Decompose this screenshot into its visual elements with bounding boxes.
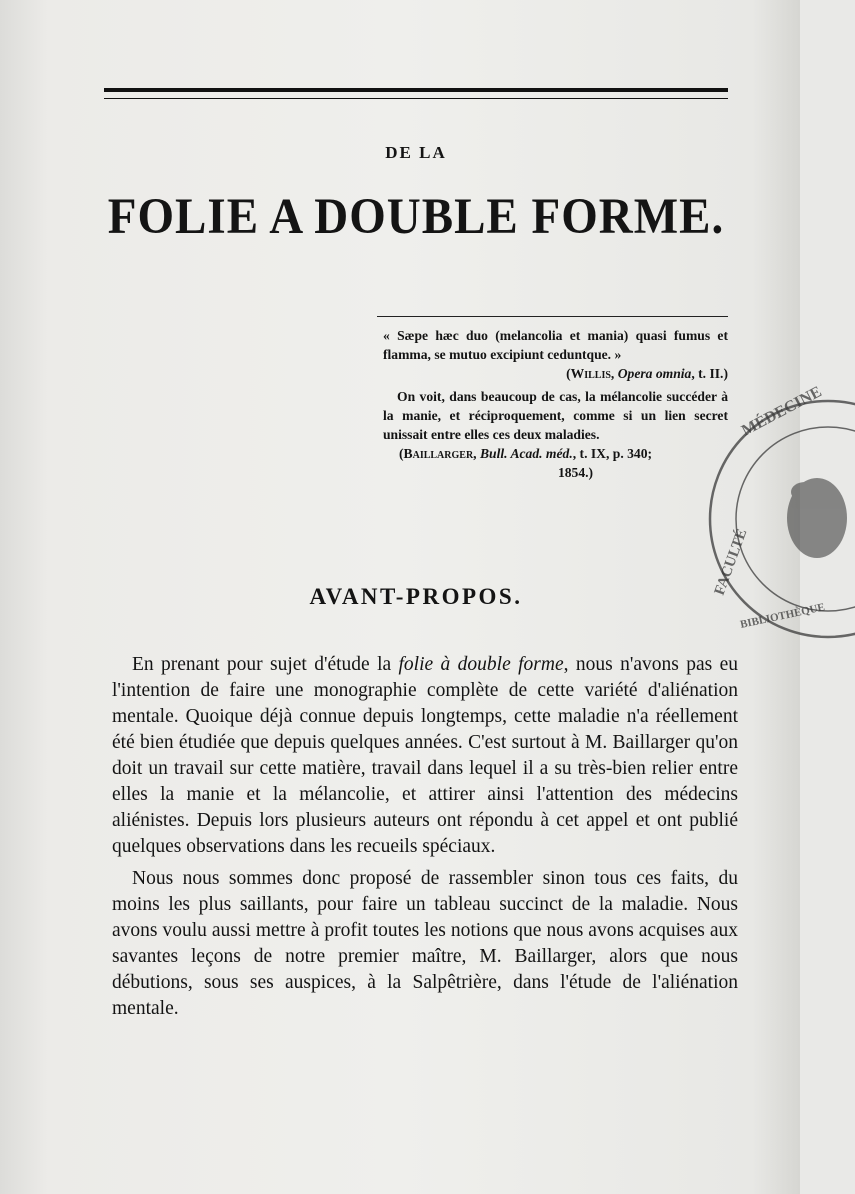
top-double-rule xyxy=(104,88,728,99)
page-title: FOLIE A DOUBLE FORME. xyxy=(107,188,725,246)
paragraph-2: Nous nous sommes donc proposé de rassembler sinon tous ces faits, du moins les plus saillants, pour faire un tableau succinct de la maladie. Nous avons voulu aussi mettre à profit toutes les notions que nous avons acquises aux savantes leçons de notre premier maître, M. Baillarger, alors que nous débutions, sous ses auspices, à la Salpêtrière, dans l'étude de l'aliénation mentale. xyxy=(112,868,738,1019)
epigraph-source-year: 1854.) xyxy=(557,465,594,480)
paragraph-1: En prenant pour sujet d'étude la folie à double forme, nous n'avons pas eu l'intention de faire une monographie complète de cette variété d'aliénation mentale. Quoique déjà connue depuis longtemps, cette maladie n'a réellement été bien étudiée que depuis quelques années. C'est surtout à M. Baillarger qu'on doit un travail sur cette matière, travail dans lequel il a su très-bien relier entre elles la manie et la mélancolie, et attirer ainsi l'attention des médecins aliénistes. Depuis lors plusieurs auteurs ont répondu à cet appel et ont publié quelques observations dans les recueils spéciaux. xyxy=(112,654,738,857)
epigraph-source-1: (Willis, Opera omnia, t. II.) xyxy=(566,366,728,381)
epigraph-rule xyxy=(377,316,728,317)
emphasis: folie à double forme xyxy=(398,654,564,675)
source-author: Willis xyxy=(570,366,611,381)
seal-text-bottom: BIBLIOTHÈQUE xyxy=(739,601,826,631)
epigraph-source-2: (Baillarger, Bull. Acad. méd., t. IX, p. 340; xyxy=(399,446,653,461)
body-text xyxy=(112,652,738,1022)
source-ref: t. IX, p. 340; xyxy=(579,446,653,461)
epigraph-quote-latin: « Sæpe hæc duo (melancolia et mania) quasi fumus et flamma, se mutuo excipiunt ceduntque. » xyxy=(383,328,728,362)
pre-title: DE LA xyxy=(385,143,447,162)
source-ref: t. II. xyxy=(698,366,724,381)
epigraph xyxy=(383,326,728,482)
source-author: Baillarger xyxy=(403,446,474,461)
epigraph-quote-french: On voit, dans beaucoup de cas, la mélancolie succéder à la manie, et réciproquement, comme si un lien secret unissait entre elles ces deux maladies. xyxy=(383,389,728,442)
seal-text-top: MÉDECINE xyxy=(738,383,825,440)
seal-text-left: FACULTÉ xyxy=(711,526,751,598)
section-title: AVANT-PROPOS. xyxy=(309,584,523,609)
source-work: Bull. Acad. méd. xyxy=(479,446,573,461)
source-work: Opera omnia xyxy=(617,366,692,381)
